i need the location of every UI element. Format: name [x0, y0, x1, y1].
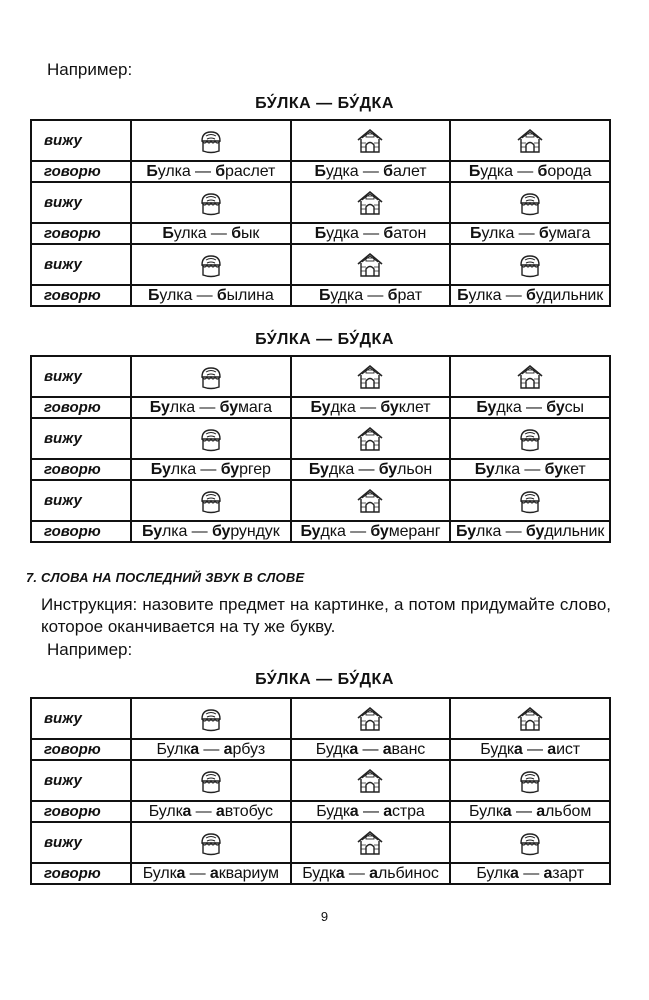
bun-icon — [450, 822, 610, 863]
doghouse-icon — [450, 120, 610, 161]
bun-icon — [131, 356, 291, 397]
table1-see-row — [31, 182, 610, 223]
page-number: 9 — [320, 909, 329, 924]
table3-say-row — [31, 801, 610, 822]
word-pair: Булка — арбуз — [131, 739, 291, 760]
word-pair: Будка — аванс — [291, 739, 451, 760]
pair-title-1: БУ́ЛКА — БУ́ДКА — [255, 95, 394, 112]
word-pair: Булка — букет — [450, 459, 610, 480]
word-pair: Булка — былина — [131, 285, 291, 306]
bun-icon — [450, 182, 610, 223]
row-label-see: вижу — [31, 182, 131, 223]
row-label-say: говорю — [31, 285, 131, 306]
table3-see-row — [31, 822, 610, 863]
bun-icon — [131, 480, 291, 521]
word-pair: Булка — бумага — [131, 397, 291, 418]
section-heading: 7. СЛОВА НА ПОСЛЕДНИЙ ЗВУК В СЛОВЕ — [26, 570, 305, 585]
word-pair: Булка — будильник — [450, 521, 610, 542]
doghouse-icon — [291, 698, 451, 739]
doghouse-icon — [450, 698, 610, 739]
row-label-say: говорю — [31, 161, 131, 182]
word-pair: Будка — балет — [291, 161, 451, 182]
row-label-say: говорю — [31, 863, 131, 884]
table2-see-row — [31, 418, 610, 459]
word-pair: Булка — автобус — [131, 801, 291, 822]
row-label-see: вижу — [31, 418, 131, 459]
row-label-say: говорю — [31, 739, 131, 760]
table2-say-row — [31, 459, 610, 480]
bun-icon — [131, 698, 291, 739]
bun-icon — [131, 120, 291, 161]
table1-say-row — [31, 223, 610, 244]
row-label-say: говорю — [31, 397, 131, 418]
example-label-2: Например: — [47, 640, 133, 659]
word-pair: Будка — буклет — [291, 397, 451, 418]
word-pair: Булка — будильник — [450, 285, 610, 306]
example-label-1: Например: — [47, 60, 133, 79]
row-label-see: вижу — [31, 120, 131, 161]
word-pair: Булка — альбом — [450, 801, 610, 822]
table-2 — [30, 355, 611, 543]
table-1 — [30, 119, 611, 307]
bun-icon — [131, 418, 291, 459]
word-pair: Булка — бурундук — [131, 521, 291, 542]
table1-see-row — [31, 244, 610, 285]
instruction-text: Инструкция: назовите предмет на картинке, а потом придумайте слово, которое оканчивается на ту же букву. — [41, 595, 611, 636]
doghouse-icon — [291, 760, 451, 801]
word-pair: Булка — азарт — [450, 863, 610, 884]
table3-say-row — [31, 739, 610, 760]
row-label-see: вижу — [31, 356, 131, 397]
word-pair: Булка — бык — [131, 223, 291, 244]
bun-icon — [131, 244, 291, 285]
row-label-say: говорю — [31, 801, 131, 822]
word-pair: Будка — бульон — [291, 459, 451, 480]
bun-icon — [450, 244, 610, 285]
word-pair: Будка — астра — [291, 801, 451, 822]
row-label-see: вижу — [31, 698, 131, 739]
doghouse-icon — [291, 244, 451, 285]
doghouse-icon — [450, 356, 610, 397]
pair-title-2: БУ́ЛКА — БУ́ДКА — [255, 331, 394, 348]
pair-title-3: БУ́ЛКА — БУ́ДКА — [255, 671, 394, 688]
doghouse-icon — [291, 480, 451, 521]
table1-say-row — [31, 161, 610, 182]
bun-icon — [450, 418, 610, 459]
table-3 — [30, 697, 611, 885]
bun-icon — [131, 822, 291, 863]
row-label-see: вижу — [31, 244, 131, 285]
bun-icon — [131, 760, 291, 801]
row-label-see: вижу — [31, 480, 131, 521]
word-pair: Булка — браслет — [131, 161, 291, 182]
word-pair: Будка — аист — [450, 739, 610, 760]
table2-say-row — [31, 521, 610, 542]
word-pair: Будка — альбинос — [291, 863, 451, 884]
word-pair: Булка — бумага — [450, 223, 610, 244]
word-pair: Булка — бургер — [131, 459, 291, 480]
word-pair: Будка — брат — [291, 285, 451, 306]
doghouse-icon — [291, 418, 451, 459]
doghouse-icon — [291, 182, 451, 223]
table2-see-row — [31, 480, 610, 521]
row-label-say: говорю — [31, 223, 131, 244]
doghouse-icon — [291, 822, 451, 863]
row-label-say: говорю — [31, 521, 131, 542]
word-pair: Будка — бусы — [450, 397, 610, 418]
table2-see-row — [31, 356, 610, 397]
bun-icon — [131, 182, 291, 223]
word-pair: Будка — борода — [450, 161, 610, 182]
doghouse-icon — [291, 120, 451, 161]
bun-icon — [450, 760, 610, 801]
table3-see-row — [31, 698, 610, 739]
table3-see-row — [31, 760, 610, 801]
word-pair: Булка — аквариум — [131, 863, 291, 884]
word-pair: Будка — бумеранг — [291, 521, 451, 542]
table1-say-row — [31, 285, 610, 306]
row-label-see: вижу — [31, 822, 131, 863]
table2-say-row — [31, 397, 610, 418]
row-label-say: говорю — [31, 459, 131, 480]
table3-say-row — [31, 863, 610, 884]
bun-icon — [450, 480, 610, 521]
word-pair: Будка — батон — [291, 223, 451, 244]
doghouse-icon — [291, 356, 451, 397]
row-label-see: вижу — [31, 760, 131, 801]
table1-see-row — [31, 120, 610, 161]
